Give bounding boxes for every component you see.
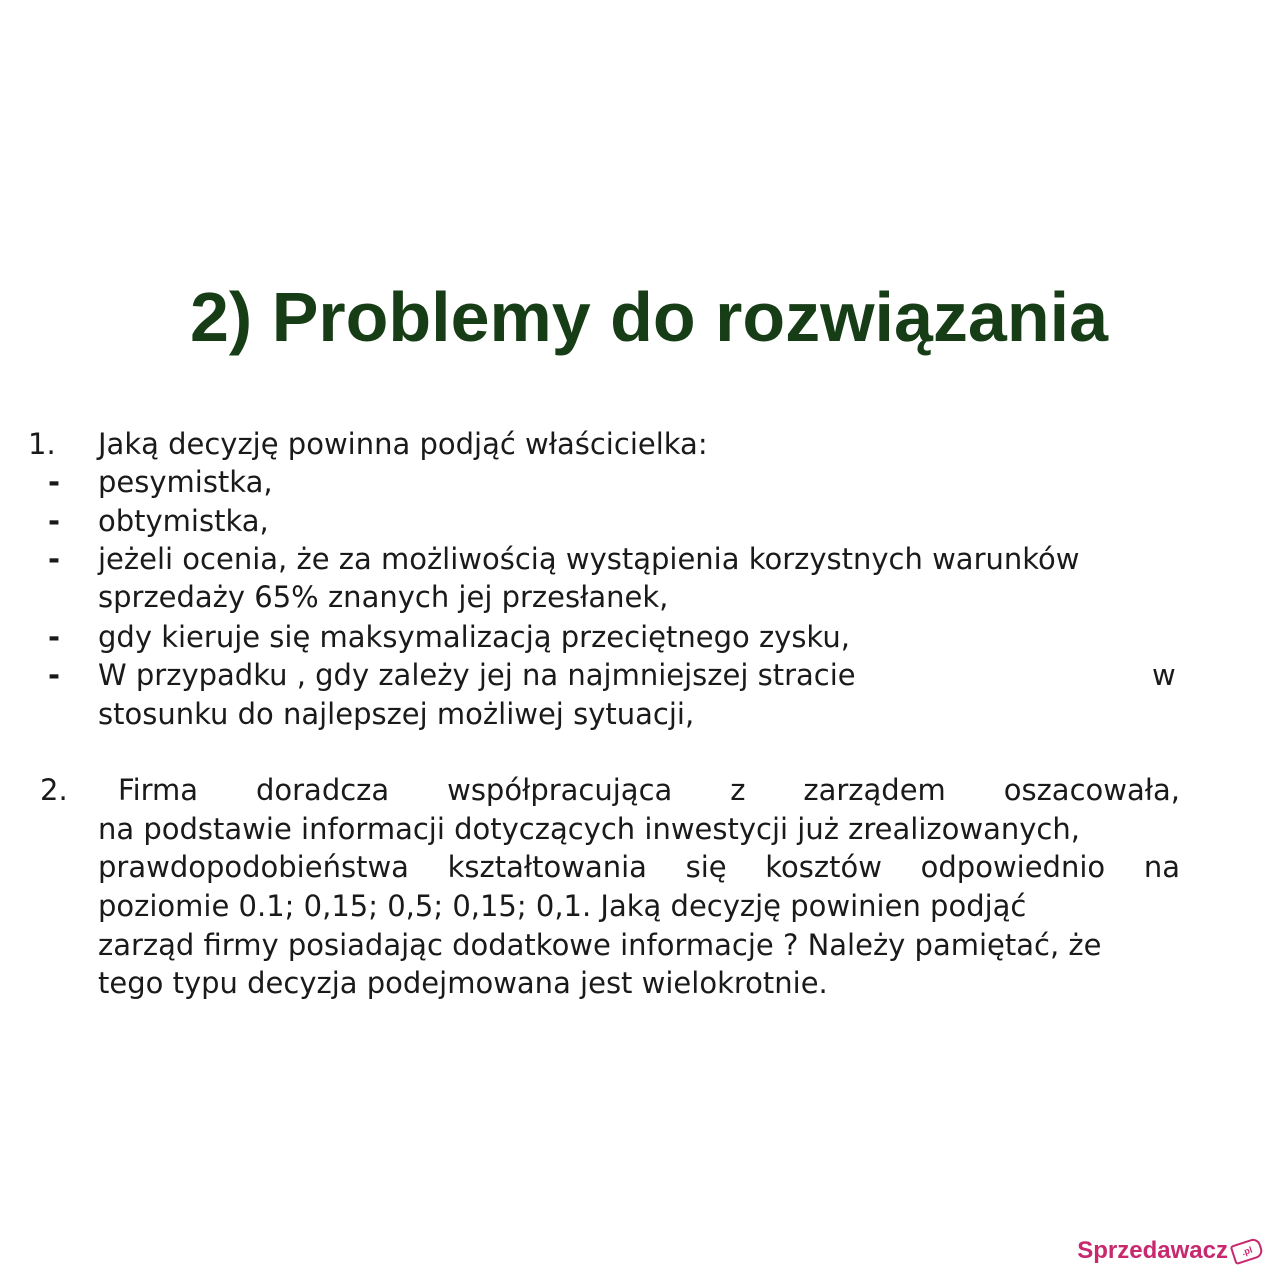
word: kosztów	[765, 850, 882, 884]
bullet-pesymistka: pesymistka,	[98, 465, 273, 499]
item2-line-2: na podstawie informacji dotyczących inwestycji już zrealizowanych,	[98, 812, 1080, 846]
word: doradcza	[255, 773, 390, 807]
item2-line-6: tego typu decyzja podejmowana jest wielokrotnie.	[98, 966, 828, 1000]
word: się	[685, 850, 727, 884]
bullet-dash: -	[48, 620, 61, 654]
item2-line-5: zarząd firmy posiadając dodatkowe informacje ? Należy pamiętać, że	[98, 928, 1102, 962]
word: oszacowała,	[1003, 773, 1180, 807]
word: Firma	[118, 773, 199, 807]
item1-number: 1.	[28, 427, 56, 461]
bullet-dash: -	[48, 465, 61, 499]
word: na	[1143, 850, 1180, 884]
bullet-dash: -	[48, 542, 61, 576]
item1-heading: Jaką decyzję powinna podjąć właścicielka:	[98, 427, 708, 461]
bullet-obtymistka: obtymistka,	[98, 504, 269, 538]
item2-line-3	[98, 848, 1180, 886]
bullet-ocenia-cont: sprzedaży 65% znanych jej przesłanek,	[98, 580, 669, 614]
word: z	[730, 773, 746, 807]
watermark-text: Sprzedawacz	[1077, 1237, 1228, 1264]
bullet-ocenia: jeżeli ocenia, że za możliwością wystąpienia korzystnych warunków	[98, 542, 1080, 576]
bullet-zysk: gdy kieruje się maksymalizacją przeciętnego zysku,	[98, 620, 850, 654]
word: odpowiednio	[920, 850, 1106, 884]
bullet-strata-cont: stosunku do najlepszej możliwej sytuacji,	[98, 697, 695, 731]
bullet-strata: W przypadku , gdy zależy jej na najmniejszej stracie	[98, 658, 856, 692]
item2-line-4: poziomie 0.1; 0,15; 0,5; 0,15; 0,1. Jaką decyzję powinien podjąć	[98, 889, 1027, 923]
bullet-dash: -	[48, 504, 61, 538]
word: zarządem	[803, 773, 946, 807]
word: współpracująca	[447, 773, 673, 807]
price-tag-icon: .pl	[1230, 1237, 1265, 1265]
watermark-logo	[1069, 1234, 1270, 1268]
word: kształtowania	[447, 850, 647, 884]
item2-number: 2.	[40, 773, 68, 807]
bullet-dash: -	[48, 658, 61, 692]
page-title: 2) Problemy do rozwiązania	[190, 278, 1108, 356]
word: prawdopodobieństwa	[98, 850, 409, 884]
item2-line-1	[118, 771, 1180, 809]
bullet-strata-w: w	[1152, 658, 1176, 692]
